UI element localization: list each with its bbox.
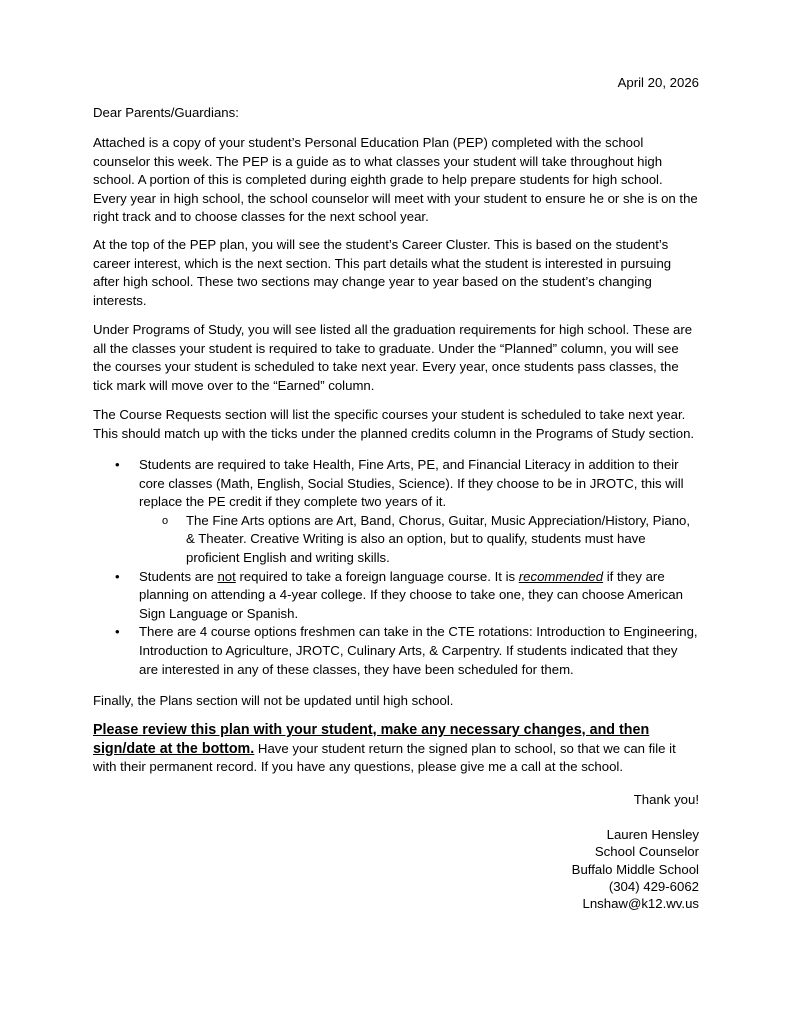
sub-bullet-text-fine-arts: The Fine Arts options are Art, Band, Chorus, Guitar, Music Appreciation/History, Piano, & Theater. Creative Writing is also an option, but to qualify, students must have proficient English and writing skills.	[186, 512, 691, 565]
text-segment: if they are planning on attending a 4-year college. If they choose to take one, they can choose American Sign Language or Spanish.	[139, 568, 683, 621]
bullet-text-required-courses: Students are required to take Health, Fine Arts, PE, and Financial Literacy in addition to their core classes (Math, English, Social Studies, Science). If they choose to be in JROTC, this will replace the PE credit if they complete two years of it.	[139, 457, 684, 510]
thank-you: Thank you!	[633, 792, 699, 807]
bullet-icon: •	[115, 457, 120, 472]
signature-name: Lauren Hensley	[606, 827, 699, 842]
requirements-list	[93, 456, 699, 679]
paragraph-closing	[93, 721, 699, 777]
signature-school: Buffalo Middle School	[571, 861, 699, 877]
paragraph-pep-intro: Attached is a copy of your student’s Personal Education Plan (PEP) completed with the school counselor this week. The PEP is a guide as to what classes your student will take throughout high school. A portion of this is completed during eighth grade to help prepare students for high school. Every year in high school, the school counselor will meet with your student to ensure he or she is on the right track and to choose classes for the next school year.	[93, 135, 698, 225]
list-item	[93, 512, 699, 568]
paragraph-programs-of-study: Under Programs of Study, you will see listed all the graduation requirements for high school. These are all the classes your student is required to take to graduate. Under the “Planned” column, you will see the courses your student is scheduled to take next year. Every year, once students pass classes, the tick mark will move over to the “Earned” column.	[93, 322, 693, 393]
bullet-text-foreign-language	[139, 569, 683, 621]
bullet-icon: •	[115, 624, 120, 640]
emphasis-instruction: Please review this plan with your student, make any necessary changes, and then sign/date at the bottom.	[93, 722, 650, 757]
paragraph-career-cluster: At the top of the PEP plan, you will see the student’s Career Cluster. This is based on the student’s career interest, which is the next section. This part details what the student is interested in pursuing after high school. These two sections may change year to year based on the student’s changing interests.	[93, 237, 672, 308]
greeting: Dear Parents/Guardians:	[93, 105, 239, 120]
signature-email: Lnshaw@k12.wv.us	[582, 896, 699, 912]
paragraph-course-requests: The Course Requests section will list the specific courses your student is scheduled to take next year. This should match up with the ticks under the planned credits column in the Programs of Study section.	[93, 407, 695, 441]
closing-text: Have your student return the signed plan to school, so that we can file it with their permanent record. If you have any questions, please give me a call at the school.	[93, 740, 676, 775]
signature-title: School Counselor	[594, 844, 699, 860]
text-segment: Students are	[139, 568, 218, 584]
list-item	[93, 568, 699, 624]
paragraph-plans-section: Finally, the Plans section will not be updated until high school.	[93, 693, 454, 708]
text-segment: required to take a foreign language course. It is	[235, 568, 519, 584]
sub-bullet-icon: o	[162, 514, 169, 527]
italic-underlined-text: recommended	[518, 568, 604, 584]
letter-date: April 20, 2026	[617, 75, 699, 90]
underlined-text: not	[217, 568, 236, 584]
signature-phone: (304) 429-6062	[608, 878, 699, 894]
bullet-icon: •	[115, 568, 120, 584]
list-item	[93, 456, 699, 568]
list-item	[93, 623, 699, 679]
bullet-text-cte-rotations: There are 4 course options freshmen can take in the CTE rotations: Introduction to Engineering, Introduction to Agriculture, JROTC, Culinary Arts, & Carpentry. If students indicated that they are interested in any of these classes, they have been scheduled for them.	[139, 624, 698, 677]
sub-list	[139, 512, 699, 568]
signature-block	[572, 826, 699, 912]
